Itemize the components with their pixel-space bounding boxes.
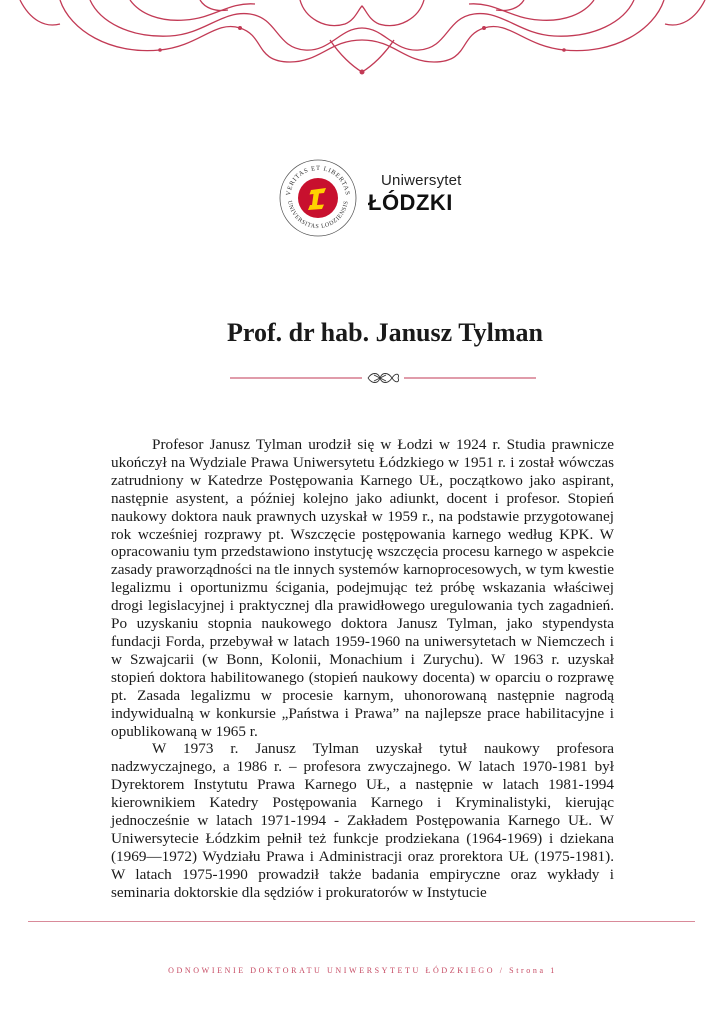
page-title: Prof. dr hab. Janusz Tylman xyxy=(227,318,543,347)
footer-text: ODNOWIENIE DOKTORATU UNIWERSYTETU ŁÓDZKIEGO xyxy=(168,966,496,975)
title-divider xyxy=(230,370,536,386)
page-number: Strona 1 xyxy=(509,966,557,975)
paragraph: Profesor Janusz Tylman urodził się w Łodzi w 1924 r. Studia prawnicze ukończył na Wydziale Prawa Uniwersytetu Łódzkiego w 1951 r. i został wówczas zatrudniony w Katedrze Postępowania Karnego UŁ, początkowo jako aspirant, następnie asystent, a później kolejno jako adiunkt, docent i profesor. Stopień naukowy doktora nauk prawnych uzyskał w 1959 r., na podstawie przygotowanej rok wcześniej rozprawy pt. Wszczęcie postępowania karnego według KPK. W opracowaniu tym przedstawiono instytucję wszczęcia procesu karnego w aspekcie zasady praworządności na tle innych systemów karnoprocesowych, w tym kwestie legalizmu i oportunizmu ścigania, podejmując też próbę wskazania właściwej drogi legislacyjnej i praktycznej dla prawidłowego uregulowania tych zagadnień. Po uzyskaniu stopnia naukowego doktora Janusz Tylman, jako stypendysta fundacji Forda, przebywał w latach 1959-1960 na uniwersytetach w Niemczech i w Szwajcarii (w Bonn, Kolonii, Monachium i Zurychu). W 1963 r. uzyskał stopień doktora habilitowanego (stopień naukowy docenta) w oparciu o rozprawę pt. Zasada legalizmu w procesie karnym, uhonorowaną następnie nagrodą indywidualną w konkursie „Państwa i Prawa” na najlepsze prace habilitacyjne i opublikowaną w 1965 r. xyxy=(111,436,614,740)
university-name-line2: ŁÓDZKI xyxy=(368,190,453,215)
footer-separator: / xyxy=(499,966,505,975)
flourish-icon xyxy=(368,374,399,383)
university-seal-icon xyxy=(278,158,358,238)
seal-text-bottom: UNIVERSITAS LODZIENSIS xyxy=(286,200,350,231)
paragraph: W 1973 r. Janusz Tylman uzyskał tytuł naukowy profesora nadzwyczajnego, a 1986 r. – profesora zwyczajnego. W latach 1970-1981 był Dyrektorem Instytutu Prawa Karnego UŁ, a następnie w latach 1981-1994 kierownikiem Katedry Postępowania Karnego i Kryminalistyki, kierując jednocześnie w latach 1971-1994 - Zakładem Postępowania Karnego UŁ. W Uniwersytecie Łódzkim pełnił też funkcje prodziekana (1964-1969) i dziekana (1969—1972) Wydziału Prawa i Administracji oraz prorektora UŁ (1975-1981). W latach 1975-1990 prowadził także badania empiryczne oraz wykłady i seminaria doktorskie dla sędziów i prokuratorów w Instytucie xyxy=(111,740,614,901)
university-logo xyxy=(278,158,463,238)
footer-rule xyxy=(28,921,695,922)
page-footer xyxy=(0,966,725,975)
seal-text-top: VERITAS ET LIBERTAS xyxy=(285,164,351,197)
top-ornament xyxy=(0,0,725,80)
biography-text xyxy=(111,436,614,902)
university-name-line1: Uniwersytet xyxy=(381,172,462,189)
